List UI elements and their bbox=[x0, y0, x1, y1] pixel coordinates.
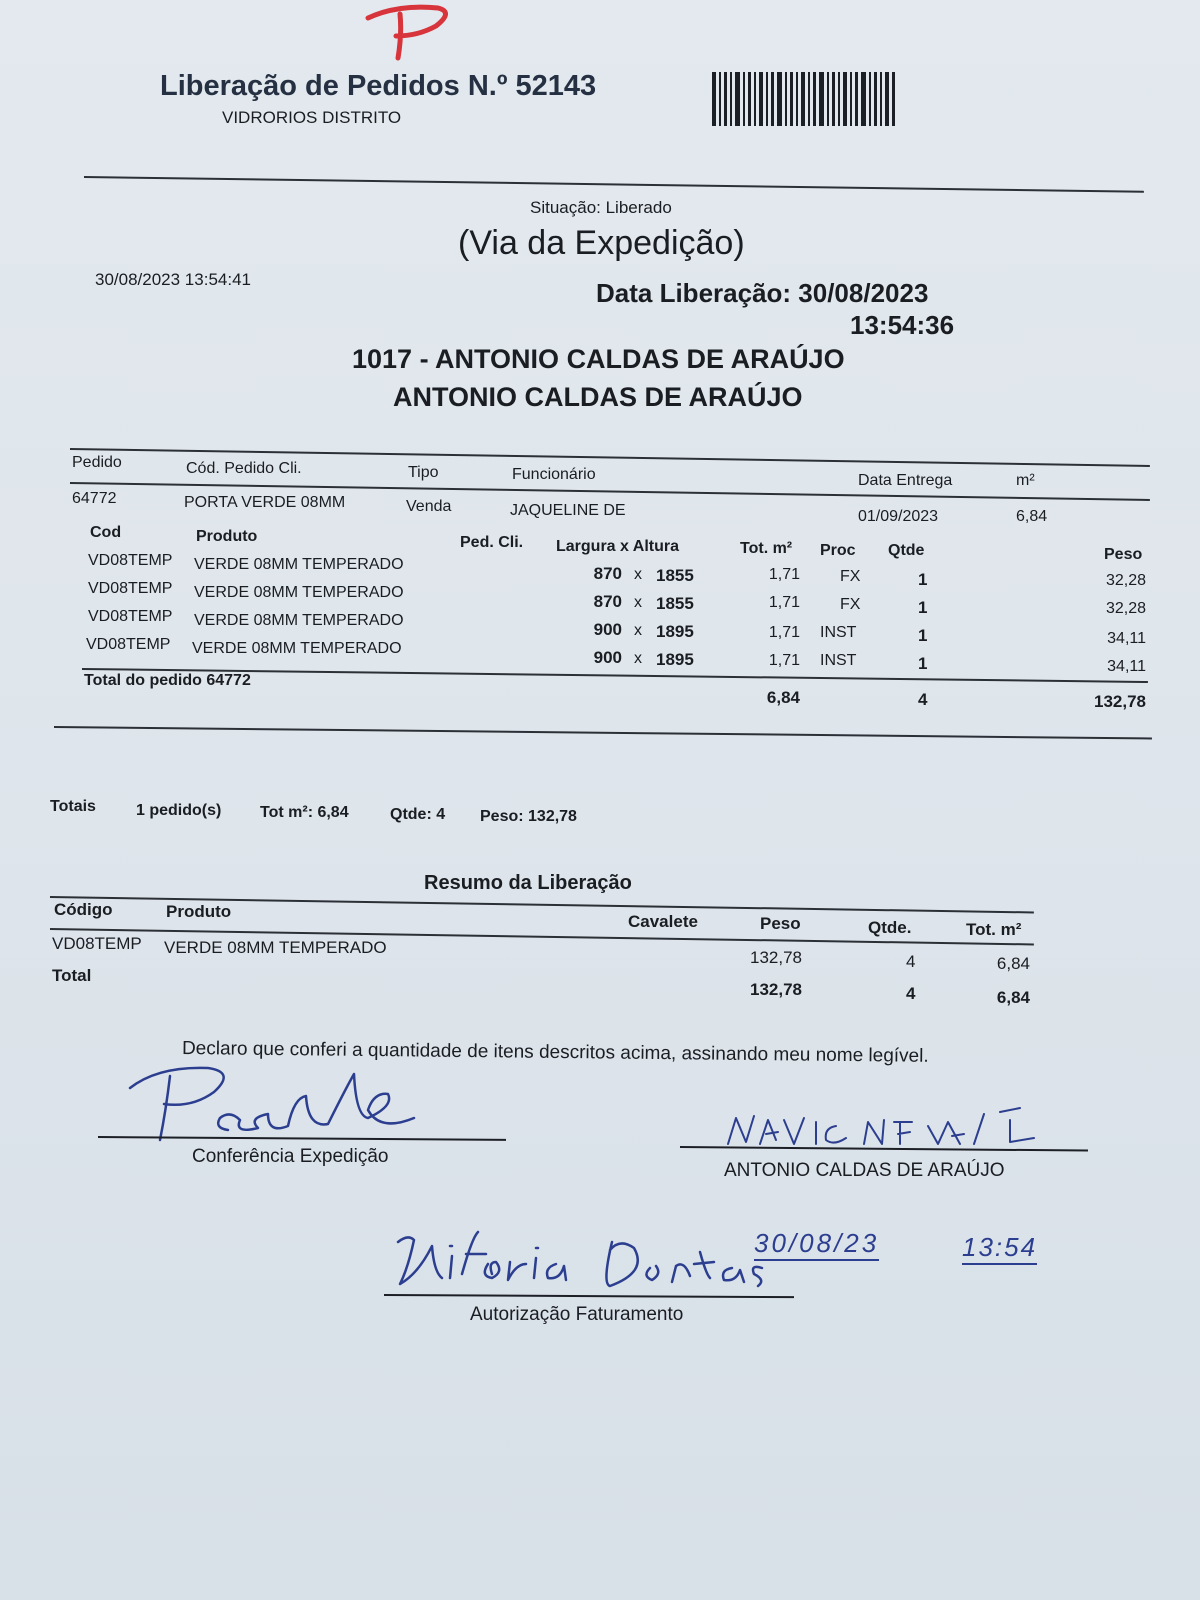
order-section-divider bbox=[54, 726, 1152, 739]
totals-m2: Tot m²: 6,84 bbox=[260, 804, 349, 821]
item-produto: VERDE 08MM TEMPERADO bbox=[194, 612, 404, 629]
totals-qtde: Qtde: 4 bbox=[390, 806, 446, 823]
item-cod: VD08TEMP bbox=[88, 552, 173, 569]
item-cod: VD08TEMP bbox=[86, 636, 171, 653]
release-time: 13:54:36 bbox=[850, 310, 955, 340]
signature-label-bottom: Autorização Faturamento bbox=[470, 1304, 684, 1325]
item-peso: 32,28 bbox=[1105, 572, 1146, 589]
summary-row-codigo: VD08TEMP bbox=[52, 934, 142, 953]
item-proc: INST bbox=[820, 652, 857, 669]
item-col-cod: Cod bbox=[90, 524, 122, 541]
item-tot-m2: 1,71 bbox=[768, 566, 800, 583]
summary-row-produto: VERDE 08MM TEMPERADO bbox=[164, 938, 387, 957]
order-pedido-value: 64772 bbox=[72, 490, 117, 507]
item-largura: 900 bbox=[593, 620, 622, 639]
summary-col-cavalete: Cavalete bbox=[628, 912, 698, 931]
totals-peso: Peso: 132,78 bbox=[480, 808, 577, 825]
item-tot-m2: 1,71 bbox=[768, 594, 800, 611]
summary-col-peso: Peso bbox=[760, 914, 801, 933]
item-col-peso: Peso bbox=[1104, 546, 1143, 563]
signature-faturamento-icon bbox=[388, 1224, 768, 1300]
col-pedido: Pedido bbox=[72, 454, 122, 471]
item-peso: 32,28 bbox=[1105, 600, 1146, 617]
order-total-label: Total do pedido 64772 bbox=[84, 672, 251, 689]
item-x: x bbox=[634, 650, 642, 667]
declaration-text: Declaro que conferi a quantidade de itens descritos acima, assinando meu nome legível. bbox=[181, 1038, 929, 1067]
col-tipo: Tipo bbox=[408, 464, 439, 481]
red-mark-icon bbox=[358, 0, 458, 62]
copy-label: (Via da Expedição) bbox=[458, 224, 745, 262]
item-cod: VD08TEMP bbox=[88, 608, 173, 625]
summary-total-tot-m2: 6,84 bbox=[996, 988, 1030, 1007]
item-col-produto: Produto bbox=[196, 528, 258, 545]
item-qtde: 1 bbox=[918, 598, 928, 617]
summary-title: Resumo da Liberação bbox=[424, 872, 632, 894]
client-line-2: ANTONIO CALDAS DE ARAÚJO bbox=[393, 382, 803, 412]
item-largura: 870 bbox=[593, 564, 622, 583]
item-x: x bbox=[634, 566, 642, 583]
signature-label-left: Conferência Expedição bbox=[192, 1146, 389, 1167]
item-x: x bbox=[634, 594, 642, 611]
item-x: x bbox=[634, 622, 642, 639]
signature-label-right: ANTONIO CALDAS DE ARAÚJO bbox=[724, 1160, 1005, 1181]
item-proc: INST bbox=[820, 624, 857, 641]
item-altura: 1895 bbox=[656, 650, 694, 669]
item-produto: VERDE 08MM TEMPERADO bbox=[194, 584, 404, 601]
item-altura: 1855 bbox=[656, 594, 694, 613]
summary-row-qtde: 4 bbox=[906, 952, 916, 971]
item-altura: 1855 bbox=[656, 566, 694, 585]
order-data-entrega-value: 01/09/2023 bbox=[858, 508, 939, 525]
item-qtde: 1 bbox=[918, 570, 928, 589]
order-tipo-value: Venda bbox=[406, 498, 452, 515]
summary-row-peso: 132,78 bbox=[750, 948, 802, 967]
summary-total-qtde: 4 bbox=[906, 984, 916, 1003]
item-peso: 34,11 bbox=[1107, 658, 1146, 675]
item-qtde: 1 bbox=[918, 654, 928, 673]
signature-client-icon bbox=[724, 1104, 1068, 1160]
summary-col-tot-m2: Tot. m² bbox=[966, 920, 1022, 939]
header-divider bbox=[84, 176, 1144, 193]
item-col-larg-alt: Largura x Altura bbox=[556, 538, 679, 555]
order-funcionario-value: JAQUELINE DE bbox=[510, 502, 626, 519]
item-tot-m2: 1,71 bbox=[768, 624, 800, 641]
order-total-m2: 6,84 bbox=[766, 688, 800, 707]
order-m2-value: 6,84 bbox=[1016, 508, 1048, 525]
summary-total-label: Total bbox=[52, 966, 92, 985]
item-proc: FX bbox=[840, 568, 861, 585]
item-largura: 870 bbox=[593, 592, 622, 611]
handwritten-date: 30/08/23 bbox=[754, 1228, 879, 1261]
barcode-icon bbox=[712, 72, 900, 128]
col-data-entrega: Data Entrega bbox=[858, 472, 953, 489]
summary-total-peso: 132,78 bbox=[750, 980, 802, 999]
totals-pedidos: 1 pedido(s) bbox=[136, 802, 222, 819]
col-m2: m² bbox=[1016, 472, 1035, 489]
item-tot-m2: 1,71 bbox=[768, 652, 800, 669]
summary-col-qtde: Qtde. bbox=[868, 918, 912, 937]
summary-col-produto: Produto bbox=[166, 902, 232, 921]
handwritten-time: 13:54 bbox=[962, 1232, 1037, 1265]
totals-label: Totais bbox=[50, 798, 96, 815]
situation-label: Situação: Liberado bbox=[530, 198, 672, 217]
item-col-ped-cli: Ped. Cli. bbox=[460, 534, 524, 551]
item-produto: VERDE 08MM TEMPERADO bbox=[194, 556, 404, 573]
col-funcionario: Funcionário bbox=[512, 466, 596, 483]
item-peso: 34,11 bbox=[1107, 630, 1146, 647]
client-line-1: 1017 - ANTONIO CALDAS DE ARAÚJO bbox=[352, 344, 845, 374]
item-col-proc: Proc bbox=[820, 542, 856, 559]
item-col-qtde: Qtde bbox=[888, 542, 925, 559]
item-qtde: 1 bbox=[918, 626, 928, 645]
document-title: Liberação de Pedidos N.º 52143 bbox=[160, 70, 597, 102]
order-total-peso: 132,78 bbox=[1094, 692, 1146, 711]
item-altura: 1895 bbox=[656, 622, 694, 641]
release-date: Data Liberação: 30/08/2023 bbox=[596, 278, 929, 308]
print-datetime: 30/08/2023 13:54:41 bbox=[95, 270, 251, 289]
item-produto: VERDE 08MM TEMPERADO bbox=[192, 640, 402, 657]
order-cod-cli-value: PORTA VERDE 08MM bbox=[184, 494, 346, 511]
order-total-qtde: 4 bbox=[918, 690, 928, 709]
item-cod: VD08TEMP bbox=[88, 580, 173, 597]
item-proc: FX bbox=[840, 596, 861, 613]
summary-row-tot-m2: 6,84 bbox=[996, 954, 1030, 973]
summary-col-codigo: Código bbox=[54, 900, 113, 919]
item-largura: 900 bbox=[593, 648, 622, 667]
company-name: VIDRORIOS DISTRITO bbox=[222, 108, 402, 127]
item-col-tot-m2: Tot. m² bbox=[740, 540, 793, 557]
col-cod-pedido-cli: Cód. Pedido Cli. bbox=[186, 460, 302, 477]
